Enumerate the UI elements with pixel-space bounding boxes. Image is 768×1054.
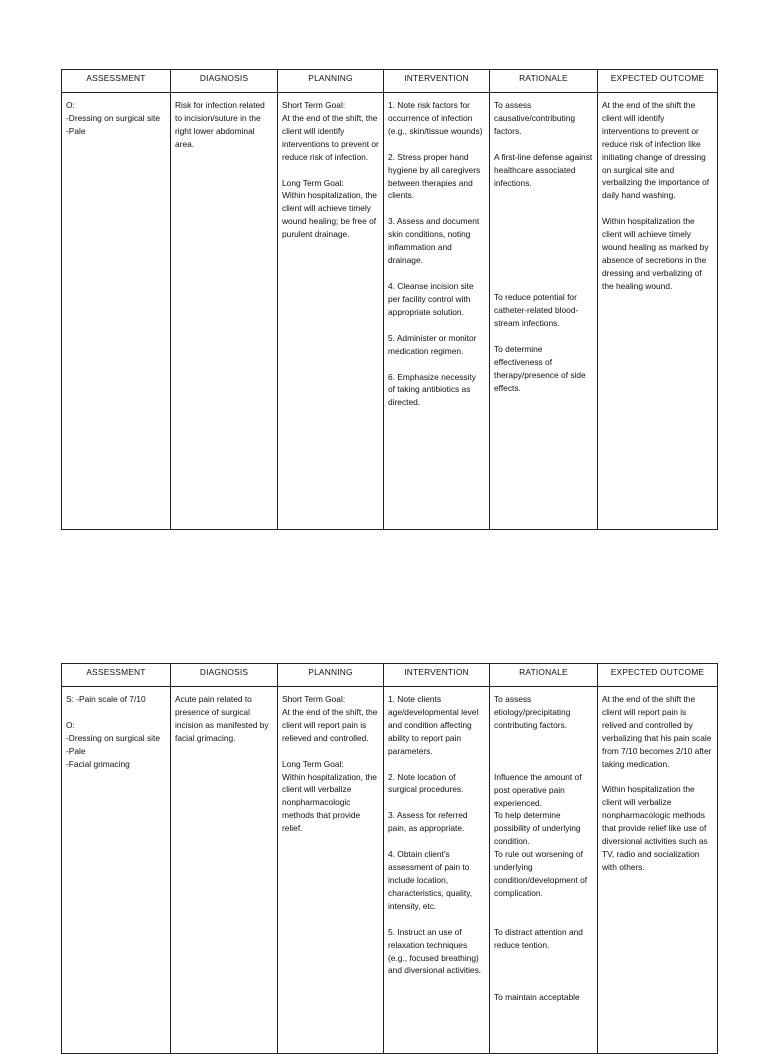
header-planning: PLANNING [278, 664, 384, 687]
header-assessment: ASSESSMENT [62, 70, 171, 93]
header-intervention: INTERVENTION [384, 70, 490, 93]
subjective-data: S: -Pain scale of 7/10 [66, 694, 146, 704]
intervention-item: 2. Note location of surgical procedures. [388, 771, 464, 795]
assessment-cell [62, 687, 171, 1054]
outcome-item: At the end of the shift the client will report pain is relived and controlled by verbalizing that his pain scale from 7/10 becomes 2/10 after taking medication. [602, 694, 712, 769]
header-rationale: RATIONALE [490, 664, 598, 687]
intervention-item: 5. Instruct an use of relaxation techniques (e.g., focused breathing) and diversional activities. [388, 926, 482, 976]
outcome-item: Within hospitalization the client will verbalize nonpharmacologic methods that provide relief like use of diversional activities such as TV, radio and socialization with others. [602, 784, 708, 872]
intervention-item: 4. Obtain client's assessment of pain to include location, characteristics, quality, intensity, etc. [388, 849, 473, 911]
table-row [62, 93, 718, 530]
header-rationale: RATIONALE [490, 70, 598, 93]
outcome-item: Within hospitalization the client will achieve timely wound healing as marked by absence of secretions in the dressing and verbalizing of the healing wound. [602, 216, 709, 291]
long-term-goal: Long Term Goal: Within hospitalization, the client will verbalize nonpharmacologic methods that provide relief. [282, 758, 377, 834]
diagnosis-cell [171, 93, 278, 530]
rationale-item: To distract attention and reduce tention. [494, 926, 583, 950]
intervention-item: 2. Stress proper hand hygiene by all caregivers between therapies and clients. [388, 151, 481, 201]
rationale-item: To rule out worsening of underlying condition/development of complication. [494, 849, 588, 898]
intervention-cell [384, 93, 490, 530]
header-intervention: INTERVENTION [384, 664, 490, 687]
header-diagnosis: DIAGNOSIS [171, 664, 278, 687]
care-plan-table-infection [61, 69, 718, 530]
intervention-item: 3. Assess for referred pain, as appropriate. [388, 810, 468, 834]
rationale-item: Influence the amount of post operative pain experienced. [494, 771, 582, 808]
rationale-item: To reduce potential for catheter-related blood-stream infections. [494, 292, 579, 329]
intervention-item: 1. Note clients age/developmental level and condition affecting ability to report pain parameters. [388, 694, 479, 756]
long-term-goal: Long Term Goal: Within hospitalization, the client will achieve timely wound healing; be free of purulent drainage. [282, 177, 377, 240]
rationale-item: To maintain acceptable [494, 991, 580, 1002]
intervention-item: 1. Note risk factors for occurrence of infection (e.g., skin/tissue wounds) [388, 100, 483, 136]
diagnosis-text: Risk for infection related to incision/suture in the right lower abdominal area. [175, 100, 265, 149]
rationale-item: To determine effectiveness of therapy/presence of side effects. [494, 344, 586, 393]
diagnosis-cell [171, 687, 278, 1054]
rationale-item: To help determine possibility of underlying condition. [494, 810, 581, 847]
intervention-item: 4. Cleanse incision site per facility control with appropriate solution. [388, 280, 474, 317]
planning-cell [278, 687, 384, 1054]
assessment-cell [62, 93, 171, 530]
short-term-goal: Short Term Goal: At the end of the shift, the client will report pain is relieved and controlled. [282, 694, 378, 743]
header-diagnosis: DIAGNOSIS [171, 70, 278, 93]
header-expected-outcome: EXPECTED OUTCOME [598, 664, 718, 687]
outcome-cell [598, 93, 718, 530]
diagnosis-text: Acute pain related to presence of surgical incision as manifested by facial grimacing. [175, 694, 269, 743]
rationale-item: To assess etiology/precipitating contributing factors. [494, 694, 571, 730]
intervention-item: 5. Administer or monitor medication regimen. [388, 332, 477, 356]
care-plan-table-pain [61, 663, 718, 1054]
rationale-cell [490, 687, 598, 1054]
outcome-item: At the end of the shift the client will identify interventions to prevent or reduce risk of infection like initiating change of dressing on surgical site and verbalizing the importance of daily hand washing. [602, 100, 710, 201]
header-planning: PLANNING [278, 70, 384, 93]
header-row [62, 70, 718, 93]
rationale-item: A first-line defense against healthcare associated infections. [494, 151, 593, 188]
intervention-cell [384, 687, 490, 1054]
rationale-cell [490, 93, 598, 530]
assessment-text: O: -Dressing on surgical site -Pale [66, 100, 161, 136]
outcome-cell [598, 687, 718, 1054]
table-row [62, 687, 718, 1054]
short-term-goal: Short Term Goal: At the end of the shift, the client will identify interventions to prevent or reduce risk of infection. [282, 100, 379, 162]
rationale-item: To assess causative/contributing factors. [494, 100, 576, 136]
header-expected-outcome: EXPECTED OUTCOME [598, 70, 718, 93]
header-assessment: ASSESSMENT [62, 664, 171, 687]
objective-data: O: -Dressing on surgical site -Pale -Facial grimacing [66, 719, 161, 769]
intervention-item: 6. Emphasize necessity of taking antibiotics as directed. [388, 371, 476, 408]
header-row [62, 664, 718, 687]
intervention-item: 3. Assess and document skin conditions, noting inflammation and drainage. [388, 216, 480, 266]
planning-cell [278, 93, 384, 530]
